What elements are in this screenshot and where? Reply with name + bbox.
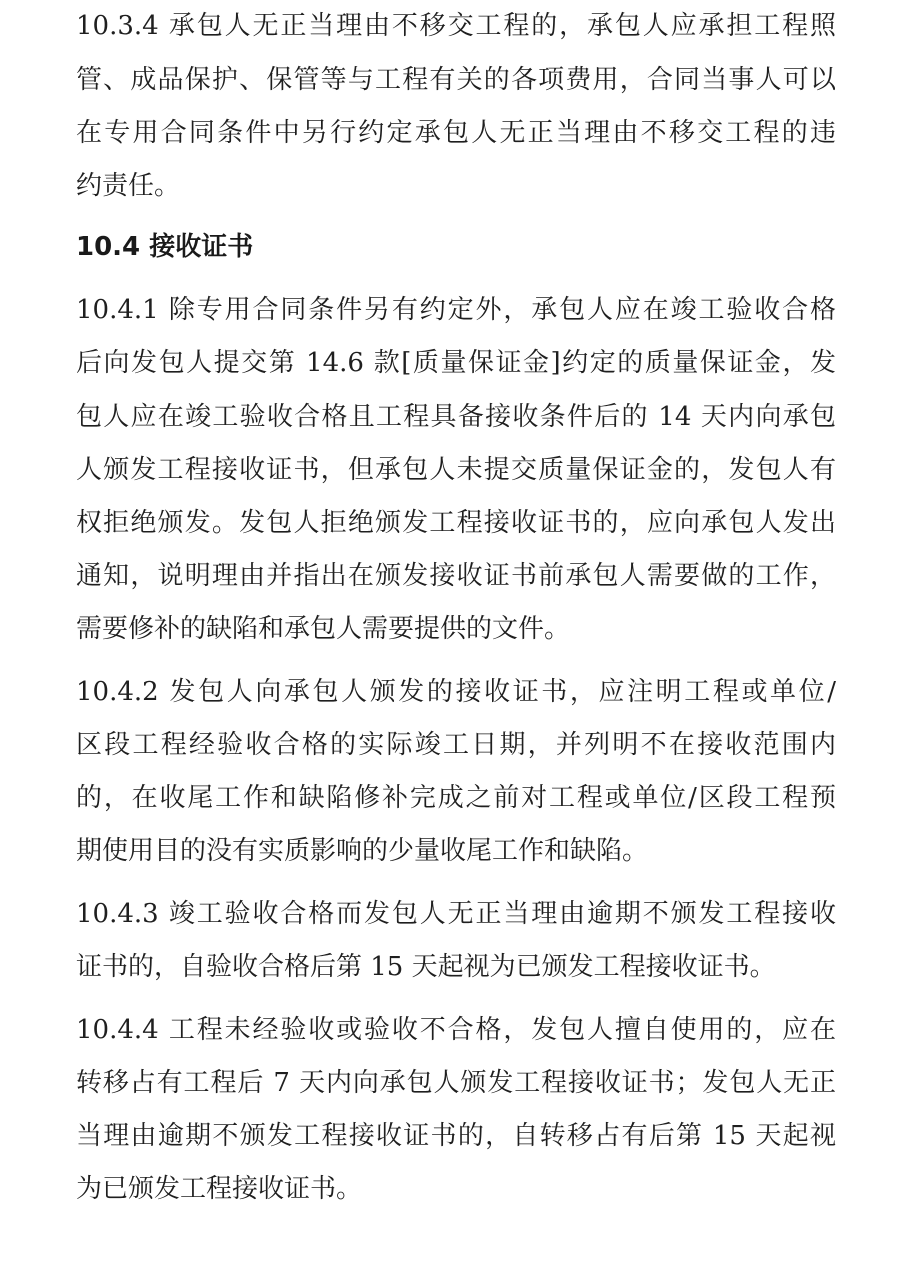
paragraph-line: 权拒绝颁发。发包人拒绝颁发工程接收证书的，应向承包人发出 xyxy=(76,508,836,538)
paragraph-line: 转移占有工程后 7 天内向承包人颁发工程接收证书；发包人无正 xyxy=(76,1068,836,1098)
paragraph-line: 期使用目的没有实质影响的少量收尾工作和缺陷。 xyxy=(76,836,649,866)
paragraph-line: 人颁发工程接收证书，但承包人未提交质量保证金的，发包人有 xyxy=(76,455,836,485)
paragraph-line: 10.4.2 发包人向承包人颁发的接收证书，应注明工程或单位/ xyxy=(76,677,836,707)
paragraph-line: 在专用合同条件中另行约定承包人无正当理由不移交工程的违 xyxy=(76,118,836,148)
paragraph-line: 通知，说明理由并指出在颁发接收证书前承包人需要做的工作， xyxy=(76,561,836,591)
paragraph-line: 证书的，自验收合格后第 15 天起视为已颁发工程接收证书。 xyxy=(76,952,776,982)
paragraph-line: 为已颁发工程接收证书。 xyxy=(76,1174,363,1204)
paragraph-line: 需要修补的缺陷和承包人需要提供的文件。 xyxy=(76,614,571,644)
paragraph-line: 10.4.1 除专用合同条件另有约定外，承包人应在竣工验收合格 xyxy=(76,295,836,325)
section-heading: 10.4 接收证书 xyxy=(76,232,254,262)
paragraph-line: 后向发包人提交第 14.6 款[质量保证金]约定的质量保证金，发 xyxy=(76,348,836,378)
paragraph-line: 的，在收尾工作和缺陷修补完成之前对工程或单位/区段工程预 xyxy=(76,783,836,813)
paragraph-line: 约责任。 xyxy=(76,171,181,201)
paragraph-line: 包人应在竣工验收合格且工程具备接收条件后的 14 天内向承包 xyxy=(76,402,836,432)
paragraph-line: 当理由逾期不颁发工程接收证书的，自转移占有后第 15 天起视 xyxy=(76,1121,836,1151)
paragraph-line: 10.4.3 竣工验收合格而发包人无正当理由逾期不颁发工程接收 xyxy=(76,899,836,929)
paragraph-line: 区段工程经验收合格的实际竣工日期，并列明不在接收范围内 xyxy=(76,730,836,760)
paragraph-line: 管、成品保护、保管等与工程有关的各项费用，合同当事人可以 xyxy=(76,65,836,95)
paragraph-line: 10.4.4 工程未经验收或验收不合格，发包人擅自使用的，应在 xyxy=(76,1015,836,1045)
paragraph-line: 10.3.4 承包人无正当理由不移交工程的，承包人应承担工程照 xyxy=(76,11,836,41)
